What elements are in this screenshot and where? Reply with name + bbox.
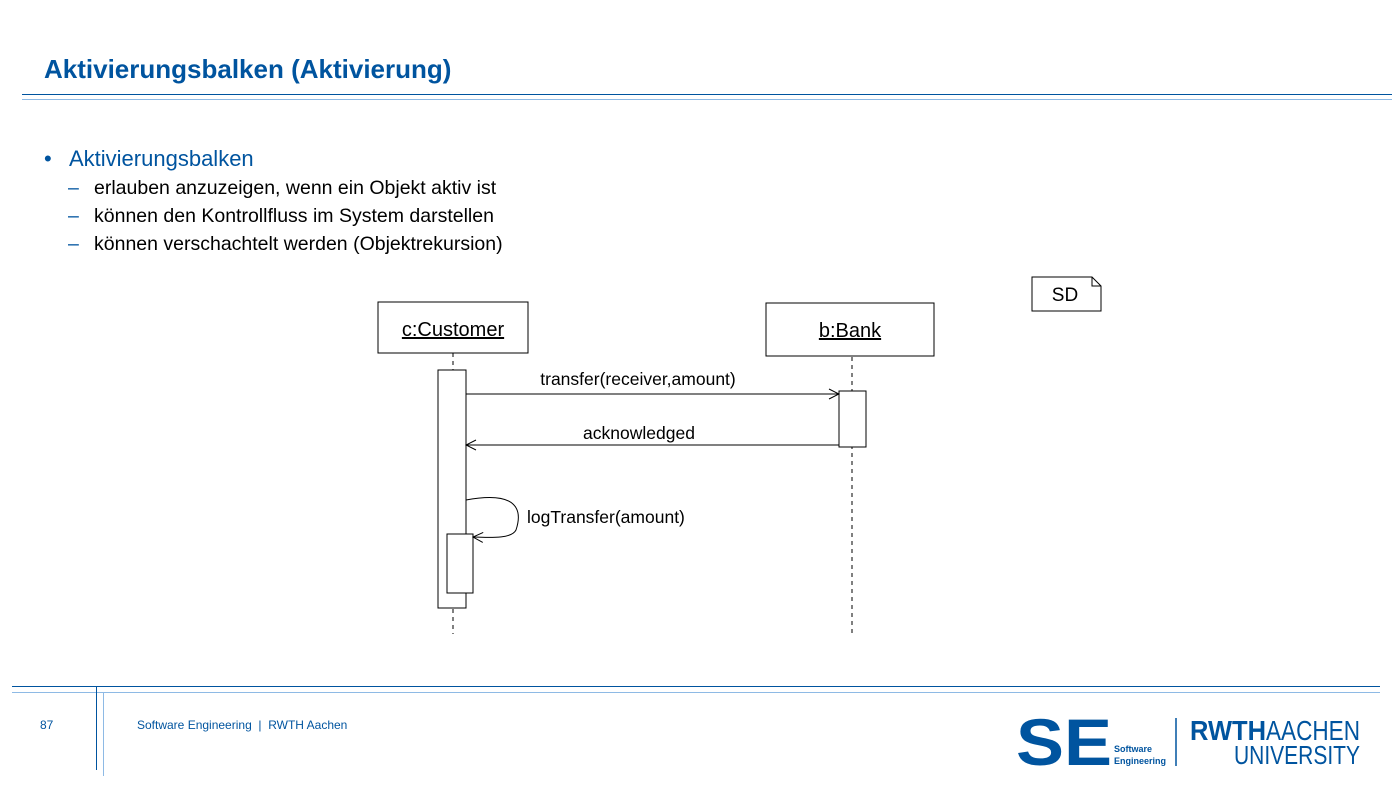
dash-symbol: – — [68, 233, 79, 255]
footer-divider-2 — [103, 692, 104, 776]
activation-bar-bank — [839, 391, 866, 447]
bullet-symbol: • — [44, 146, 52, 171]
rwth-logo-light: AACHEN — [1266, 715, 1360, 746]
lifeline-head-customer — [378, 302, 528, 353]
sub-item-text: erlauben anzuzeigen, wenn ein Objekt aktiv ist — [94, 177, 497, 199]
slide-title: Aktivierungsbalken (Aktivierung) — [44, 54, 452, 84]
footer-divider — [96, 686, 97, 770]
footer-rule — [12, 686, 1380, 687]
lifeline-label-customer: c:Customer — [401, 319, 505, 341]
lifeline-label-bank: b:Bank — [818, 320, 882, 342]
sub-item-text: können verschachtelt werden (Objektrekursion) — [94, 233, 503, 255]
se-logo-line2: Engineering — [1114, 756, 1167, 766]
dash-symbol: – — [68, 177, 79, 199]
sd-frame-label — [1032, 277, 1101, 311]
lifeline-head-bank — [766, 303, 934, 356]
footer-rule-2 — [12, 692, 1380, 693]
rwth-logo — [1190, 715, 1360, 770]
rwth-logo-bold: RWTH — [1190, 715, 1266, 746]
activation-bar-nested — [447, 534, 473, 593]
bullet-text: Aktivierungsbalken — [69, 146, 254, 171]
dash-symbol: – — [68, 205, 79, 227]
message-logtransfer-arrow — [466, 497, 518, 537]
sd-label: SD — [1051, 285, 1079, 306]
se-logo-mark: SE — [1016, 705, 1112, 779]
logos — [1010, 705, 1370, 779]
footer-text: Software Engineering | RWTH Aachen — [137, 718, 348, 732]
se-logo — [1016, 705, 1166, 779]
sub-item-text: können den Kontrollfluss im System darstellen — [94, 205, 494, 227]
message-logtransfer-label: logTransfer(amount) — [527, 507, 685, 527]
rwth-logo-university: UNIVERSITY — [1234, 740, 1360, 770]
message-acknowledged-label: acknowledged — [583, 423, 695, 443]
message-transfer-label: transfer(receiver,amount) — [540, 369, 736, 389]
se-logo-line1: Software — [1114, 744, 1153, 754]
page-number: 87 — [40, 718, 54, 732]
